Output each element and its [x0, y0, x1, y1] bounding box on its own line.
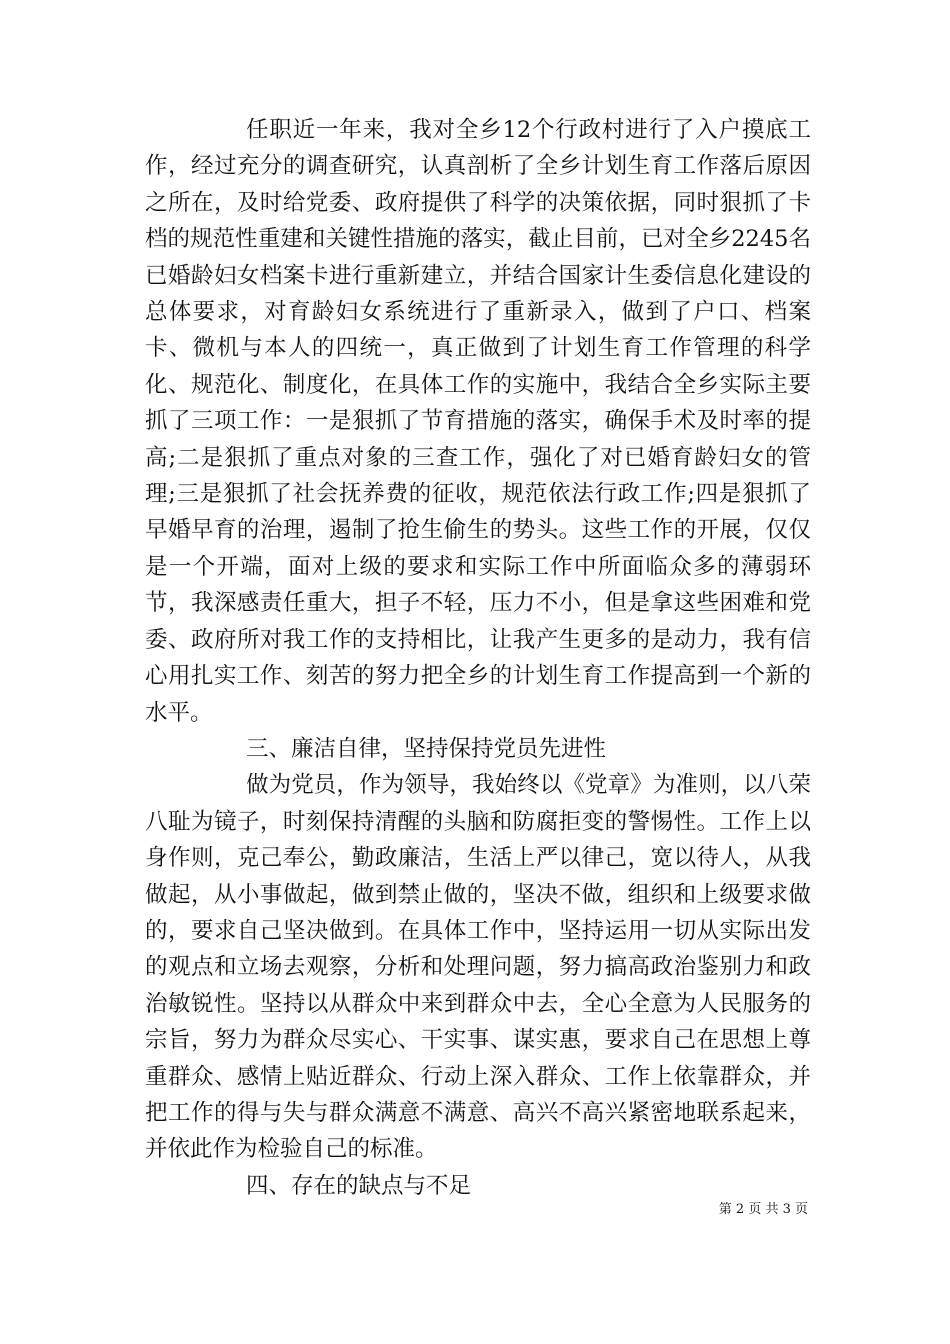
page-number: 第 2 页 共 3 页 [718, 1202, 808, 1217]
paragraph-integrity: 做为党员，作为领导，我始终以《党章》为准则，以八荣八耻为镜子，时刻保持清醒的头脑和防腐拒变的警惕性。工作上以身作则，克己奉公，勤政廉洁，生活上严以律己，宽以待人，从我做起，从小事做起，做到禁止做的，坚决不做，组织和上级要求做的，要求自己坚决做到。在具体工作中，坚持运用一切从实际出发的观点和立场去观察，分析和处理问题，努力搞高政治鉴别力和政治敏锐性。坚持以从群众中来到群众中去，全心全意为人民服务的宗旨，努力为群众尽实心、干实事、谋实惠，要求自己在思想上尊重群众、感情上贴近群众、行动上深入群众、工作上依靠群众，并把工作的得与失与群众满意不满意、高兴不高兴紧密地联系起来，并依此作为检验自己的标准。 [145, 772, 811, 1163]
paragraph-work-summary: 任职近一年来，我对全乡12个行政村进行了入户摸底工作，经过充分的调查研究，认真剖析了全乡计划生育工作落后原因之所在，及时给党委、政府提供了科学的决策依据，同时狠抓了卡档的规范性重建和关键性措施的落实，截止目前，已对全乡2245名已婚龄妇女档案卡进行重新建立，并结合国家计生委信息化建设的总体要求，对育龄妇女系统进行了重新录入，做到了户口、档案卡、微机与本人的四统一，真正做到了计划生育工作管理的科学化、规范化、制度化，在具体工作的实施中，我结合全乡实际主要抓了三项工作：一是狠抓了节育措施的落实，确保手术及时率的提高;二是狠抓了重点对象的三查工作，强化了对已婚育龄妇女的管理;三是狠抓了社会抚养费的征收，规范依法行政工作;四是狠抓了早婚早育的治理，遏制了抢生偷生的势头。这些工作的开展，仅仅是一个开端，面对上级的要求和实际工作中所面临众多的薄弱环节，我深感责任重大，担子不轻，压力不小，但是拿这些困难和党委、政府所对我工作的支持相比，让我产生更多的是动力，我有信心用扎实工作、刻苦的努力把全乡的计划生育工作提高到一个新的水平。 [145, 117, 811, 726]
section-heading-shortcomings: 四、存在的缺点与不足 [246, 1172, 472, 1199]
section-heading-integrity: 三、廉洁自律，坚持保持党员先进性 [246, 735, 607, 762]
document-body [145, 112, 811, 1204]
